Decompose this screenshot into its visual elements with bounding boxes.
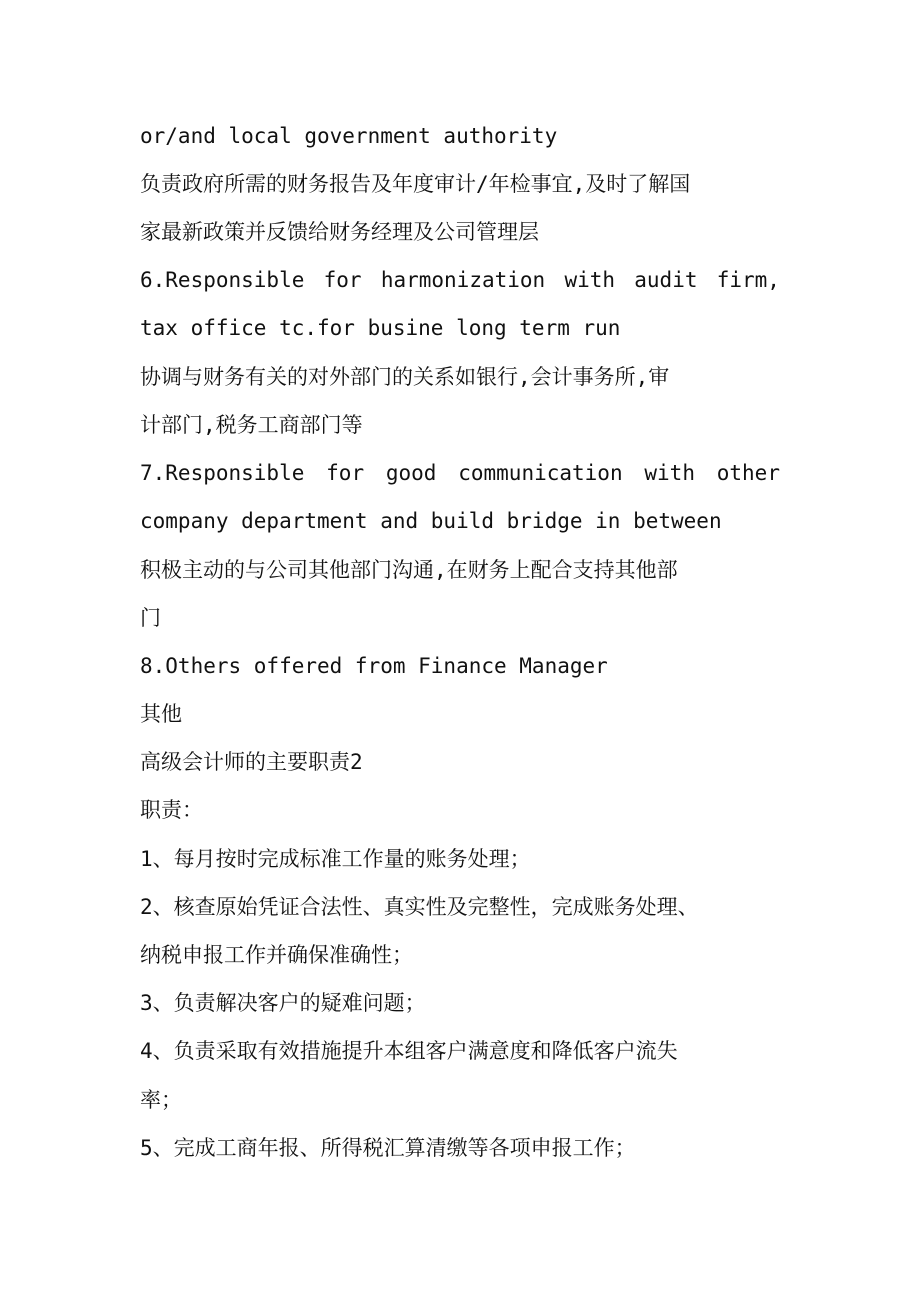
- word: other: [716, 461, 780, 485]
- text-line: 其他: [140, 702, 182, 726]
- word: with: [644, 461, 695, 485]
- list-item-continuation: 纳税申报工作并确保准确性；: [140, 943, 413, 967]
- text-line: company department and build bridge in between: [140, 509, 722, 533]
- list-item: 2、核查原始凭证合法性、真实性及完整性，完成账务处理、: [140, 895, 699, 919]
- text-line: 负责政府所需的财务报告及年度审计/年检事宜,及时了解国: [140, 172, 691, 196]
- word: 6.Responsible: [140, 268, 305, 292]
- word: for: [323, 268, 362, 292]
- list-item-continuation: 率；: [140, 1088, 182, 1112]
- word: harmonization: [380, 268, 546, 292]
- text-line: 积极主动的与公司其他部门沟通,在财务上配合支持其他部: [140, 558, 678, 582]
- word: communication: [458, 461, 623, 485]
- text-line: 家最新政策并反馈给财务经理及公司管理层: [140, 220, 539, 244]
- text-line: 8.Others offered from Finance Manager: [140, 654, 608, 678]
- text-line: 计部门,税务工商部门等: [140, 413, 363, 437]
- list-item: 3、负责解决客户的疑难问题；: [140, 991, 426, 1015]
- text-line: 门: [140, 606, 161, 630]
- word: with: [564, 268, 616, 292]
- text-line: 协调与财务有关的对外部门的关系如银行,会计事务所,审: [140, 365, 670, 389]
- list-item: 1、每月按时完成标准工作量的账务处理；: [140, 847, 531, 871]
- list-item: 4、负责采取有效措施提升本组客户满意度和降低客户流失: [140, 1039, 678, 1063]
- text-line-justified: [140, 266, 780, 294]
- word: firm,: [716, 268, 780, 292]
- text-line: or/and local government authority: [140, 124, 558, 148]
- list-item: 5、完成工商年报、所得税汇算清缴等各项申报工作；: [140, 1136, 636, 1160]
- word: 7.Responsible: [140, 461, 305, 485]
- word: for: [326, 461, 365, 485]
- text-line-justified: [140, 459, 780, 487]
- word: audit: [634, 268, 698, 292]
- text-line: tax office tc.for busine long term run: [140, 316, 621, 340]
- text-line: 职责：: [140, 798, 203, 822]
- word: good: [385, 461, 437, 485]
- section-heading: 高级会计师的主要职责2: [140, 750, 363, 774]
